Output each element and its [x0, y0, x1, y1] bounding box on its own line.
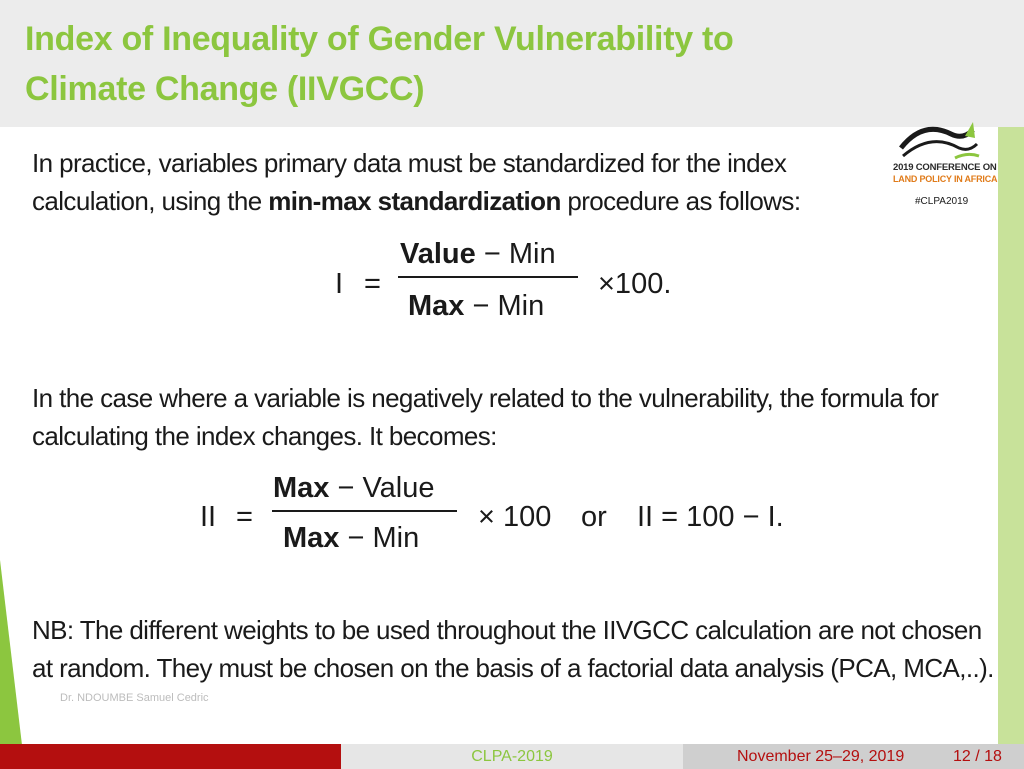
- footer-bar: [0, 744, 1024, 769]
- header-bar: [0, 0, 1024, 127]
- formula1-den-max: Max: [408, 290, 465, 322]
- footer-date: November 25–29, 2019: [737, 748, 905, 765]
- formula2-multiplier: × 100: [478, 501, 552, 533]
- formula2-or: or: [581, 501, 607, 533]
- para1-text-a: In practice, variables primary data must be standardized for the index calculation, using the: [32, 148, 787, 216]
- para1-bold-term: min-max standardization: [268, 186, 561, 216]
- para1-text-b: procedure as follows:: [560, 186, 801, 216]
- formula2-num-op: −: [337, 472, 355, 504]
- logo-subtitle: LAND POLICY IN AFRICA: [893, 174, 998, 184]
- formula2-equals: =: [236, 501, 253, 533]
- logo-year-text: 2019 CONFERENCE ON: [893, 162, 997, 173]
- formula1-equals: =: [364, 268, 381, 300]
- footer-left-block: [0, 744, 341, 769]
- formula2-den-op: −: [347, 522, 365, 554]
- footer-page-number: 12 / 18: [953, 748, 1002, 765]
- slide-title: [25, 14, 865, 114]
- paragraph-nb-weights: NB: The different weights to be used throughout the IIVGCC calculation are not chosen at random. They must be chosen on the basis of a factorial data analysis (PCA, MCA,..).: [32, 615, 994, 683]
- formula2-num-max: Max: [273, 472, 330, 504]
- paragraph-negative-relation: In the case where a variable is negatively related to the vulnerability, the formula for calculating the index changes. It becomes:: [32, 383, 939, 451]
- formula2-fraction-bar: [272, 510, 457, 512]
- formula1-num-value: Value: [400, 238, 476, 270]
- formula1-fraction-bar: [398, 276, 578, 278]
- formula2-den-min: Min: [372, 522, 420, 554]
- formula1-den-min: Min: [497, 290, 545, 322]
- author-watermark: Dr. NDOUMBE Samuel Cedric: [60, 692, 209, 704]
- formula2-lhs: II: [200, 501, 217, 533]
- footer-right-block: [683, 744, 1024, 769]
- paragraph-standardization: [32, 144, 912, 220]
- formula1-numerator: [400, 238, 556, 271]
- formula2-denominator: [283, 522, 419, 555]
- formula1-lhs: I: [335, 268, 344, 300]
- footer-conference-label: CLPA-2019: [341, 744, 683, 769]
- formula2-alternative: II = 100 − I.: [637, 501, 784, 533]
- title-line-2: Climate Change (IIVGCC): [25, 70, 425, 108]
- formula2-num-value: Value: [362, 472, 435, 504]
- formula1-den-op: −: [472, 290, 490, 322]
- formula1-multiplier: ×100.: [598, 268, 672, 300]
- formula1-denominator: [408, 290, 544, 323]
- left-accent-triangle: [0, 560, 22, 745]
- formula1-num-op: −: [483, 238, 501, 270]
- formula2-numerator: [273, 472, 435, 505]
- title-line-1: Index of Inequality of Gender Vulnerability to: [25, 20, 734, 58]
- hashtag-label: #CLPA2019: [915, 196, 969, 207]
- formula1-num-min: Min: [508, 238, 556, 270]
- formula2-den-max: Max: [283, 522, 340, 554]
